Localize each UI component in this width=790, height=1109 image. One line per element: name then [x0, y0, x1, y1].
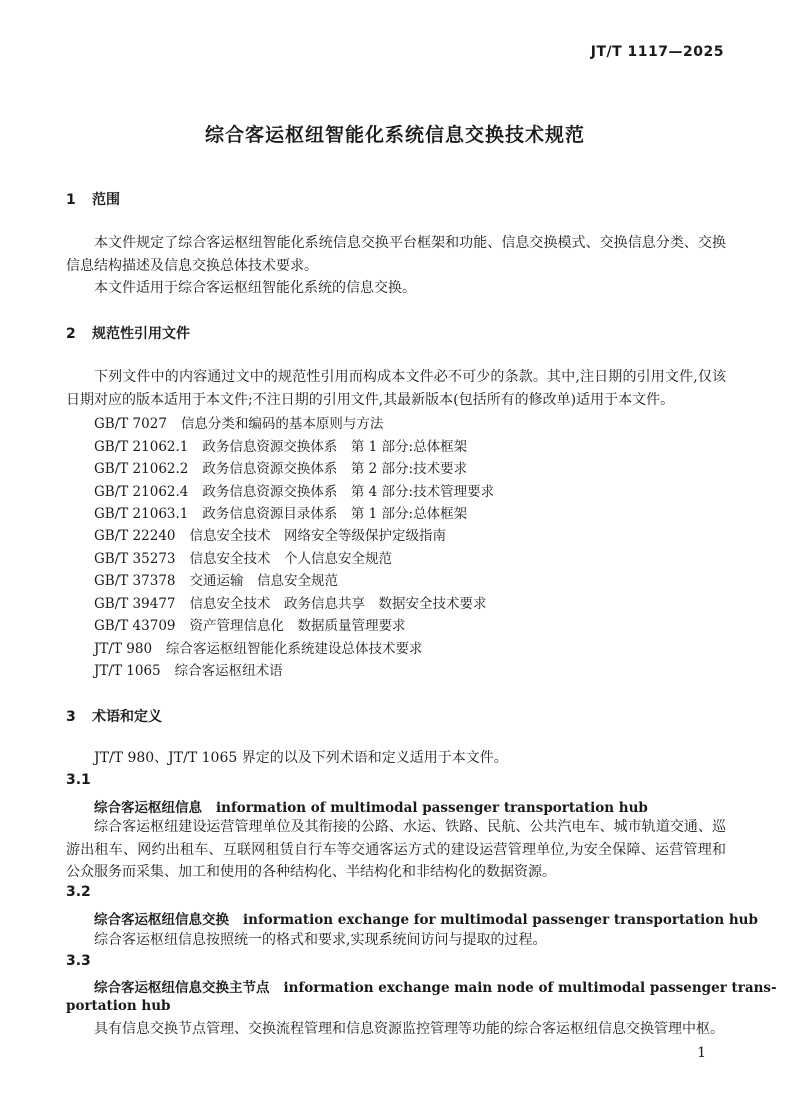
- reference-item: [94, 569, 338, 589]
- section-number: 2: [66, 326, 76, 342]
- reference-title: 信息分类和编码的基本原则与方法: [180, 416, 384, 432]
- terms-intro: JT/T 980、JT/T 1065 界定的以及下列术语和定义适用于本文件。: [94, 750, 508, 766]
- section-number: 1: [66, 192, 76, 208]
- term-number: 3.3: [66, 953, 91, 969]
- reference-item: [94, 457, 467, 477]
- standard-code: JT/T 1117—2025: [590, 44, 724, 60]
- reference-title: 政务信息资源交换体系 第 1 部分:总体框架: [202, 439, 468, 455]
- reference-item: [94, 480, 494, 500]
- section-3-heading: [66, 706, 162, 726]
- reference-title: 综合客运枢纽智能化系统建设总体技术要求: [166, 641, 423, 657]
- reference-code: GB/T 22240: [94, 528, 176, 544]
- reference-code: GB/T 37378: [94, 573, 176, 589]
- section-1-heading: [66, 189, 120, 209]
- term-definition: 具有信息交换节点管理、交换流程管理和信息资源监控管理等功能的综合客运枢纽信息交换管理中枢。: [94, 1021, 724, 1037]
- term-zh: 综合客运枢纽信息交换主节点: [94, 980, 270, 996]
- term-zh: 综合客运枢纽信息: [94, 800, 202, 816]
- term-definition: 综合客运枢纽信息按照统一的格式和要求,实现系统间访问与提取的过程。: [94, 932, 547, 948]
- reference-title: 政务信息资源目录体系 第 1 部分:总体框架: [202, 506, 468, 522]
- scope-paragraph-2: 本文件适用于综合客运枢纽智能化系统的信息交换。: [94, 280, 416, 296]
- reference-title: 信息安全技术 个人信息安全规范: [189, 551, 392, 567]
- reference-title: 资产管理信息化 数据质量管理要求: [189, 618, 406, 634]
- reference-item: [94, 502, 467, 522]
- reference-code: GB/T 21063.1: [94, 506, 189, 522]
- reference-item: [94, 412, 383, 432]
- term-heading-continued: [66, 998, 171, 1014]
- reference-title: 政务信息资源交换体系 第 2 部分:技术要求: [202, 461, 468, 477]
- page-number: 1: [697, 1045, 706, 1061]
- reference-title: 政务信息资源交换体系 第 4 部分:技术管理要求: [202, 484, 495, 500]
- reference-title: 信息安全技术 政务信息共享 数据安全技术要求: [189, 596, 487, 612]
- reference-item: [94, 592, 487, 612]
- reference-title: 综合客运枢纽术语: [174, 663, 283, 679]
- term-en: information exchange for multimodal passenger transportation hub: [243, 912, 758, 928]
- section-title: 术语和定义: [92, 709, 162, 725]
- reference-code: JT/T 980: [94, 641, 153, 657]
- term-en-line1: information exchange main node of multimodal passenger trans-: [283, 980, 777, 996]
- section-2-heading: [66, 323, 190, 343]
- term-heading: [94, 976, 777, 996]
- term-zh: 综合客运枢纽信息交换: [94, 912, 229, 928]
- term-en: information of multimodal passenger transportation hub: [216, 800, 648, 816]
- section-number: 3: [66, 709, 76, 725]
- reference-code: GB/T 21062.4: [94, 484, 189, 500]
- reference-item: [94, 524, 446, 544]
- term-definition: 综合客运枢纽建设运营管理单位及其衔接的公路、水运、铁路、民航、公共汽电车、城市轨道交通、巡游出租车、网约出租车、互联网租赁自行车等交通客运方式的建设运营管理单位,为安全保障、运营管理和公众服务而采集、加工和使用的各种结构化、半结构化和非结构化的数据资源。: [66, 819, 726, 880]
- reference-code: GB/T 7027: [94, 416, 167, 432]
- reference-item: [94, 614, 406, 634]
- scope-paragraph-1: 本文件规定了综合客运枢纽智能化系统信息交换平台框架和功能、信息交换模式、交换信息分类、交换信息结构描述及信息交换总体技术要求。: [66, 235, 726, 274]
- reference-title: 信息安全技术 网络安全等级保护定级指南: [189, 528, 446, 544]
- term-number: 3.2: [66, 884, 91, 900]
- term-en-line2: portation hub: [66, 998, 171, 1014]
- section-title: 规范性引用文件: [92, 326, 190, 342]
- reference-code: GB/T 21062.2: [94, 461, 189, 477]
- reference-code: GB/T 35273: [94, 551, 176, 567]
- reference-code: GB/T 43709: [94, 618, 176, 634]
- references-intro: 下列文件中的内容通过文中的规范性引用而构成本文件必不可少的条款。其中,注日期的引用文件,仅该日期对应的版本适用于本文件;不注日期的引用文件,其最新版本(包括所有的修改单)适用于本文件。: [66, 369, 726, 408]
- reference-title: 交通运输 信息安全规范: [189, 573, 338, 589]
- section-title: 范围: [92, 192, 120, 208]
- reference-item: [94, 637, 423, 657]
- reference-code: GB/T 39477: [94, 596, 176, 612]
- term-heading: [94, 796, 648, 816]
- reference-code: GB/T 21062.1: [94, 439, 189, 455]
- reference-item: [94, 659, 283, 679]
- reference-item: [94, 547, 392, 567]
- reference-item: [94, 435, 467, 455]
- reference-code: JT/T 1065: [94, 663, 161, 679]
- term-number: 3.1: [66, 772, 91, 788]
- term-heading: [94, 908, 758, 928]
- document-title: 综合客运枢纽智能化系统信息交换技术规范: [204, 124, 585, 146]
